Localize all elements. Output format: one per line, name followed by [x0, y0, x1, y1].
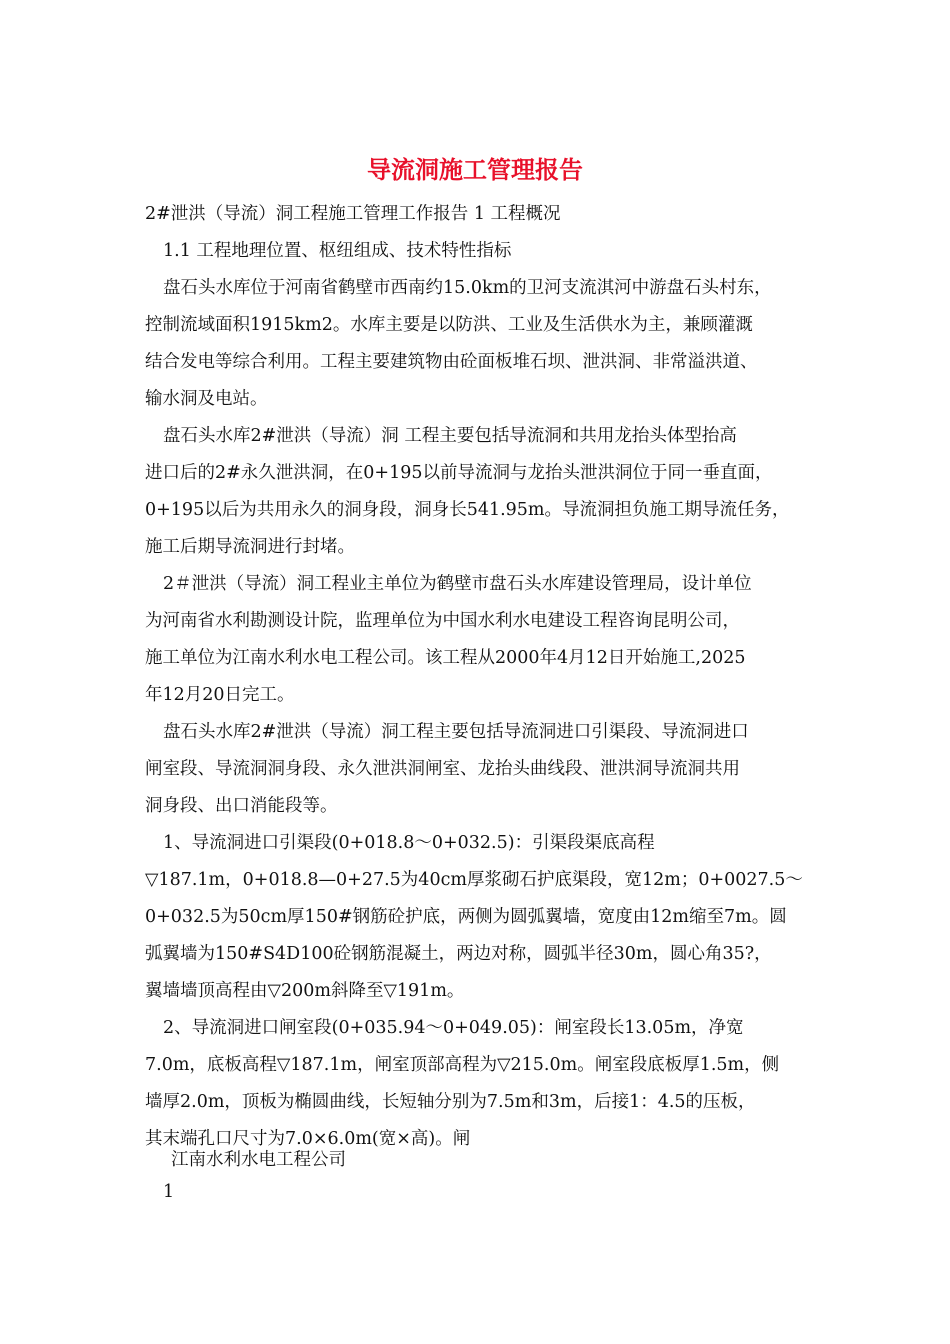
page-number: 1: [163, 1182, 175, 1202]
paragraph-line: 盘石头水库位于河南省鹤壁市西南约15.0km的卫河支流淇河中游盘石头村东，: [163, 278, 772, 298]
paragraph-line: 0+195以后为共用永久的洞身段，洞身长541.95m。导流洞担负施工期导流任务，: [145, 500, 790, 520]
paragraph-line: 0+032.5为50cm厚150#钢筋砼护底，两侧为圆弧翼墙，宽度由12m缩至7m。圆: [145, 907, 787, 927]
paragraph-line: 7.0m，底板高程▽187.1m，闸室顶部高程为▽215.0m。闸室段底板厚1.5m，侧: [145, 1055, 780, 1075]
paragraph-line: 结合发电等综合利用。工程主要建筑物由砼面板堆石坝、泄洪洞、非常溢洪道、: [145, 352, 758, 372]
paragraph-line: 施工单位为江南水利水电工程公司。该工程从2000年4月12日开始施工,2025: [145, 648, 746, 668]
paragraph-line: 弧翼墙为150#S4D100砼钢筋混凝土，两边对称，圆弧半径30m，圆心角35?，: [145, 944, 772, 964]
paragraph-line: 墙厚2.0m，顶板为椭圆曲线，长短轴分别为7.5m和3m，后接1：4.5的压板，: [145, 1092, 756, 1112]
paragraph-line: 输水洞及电站。: [145, 389, 268, 409]
paragraph-line: 闸室段、导流洞洞身段、永久泄洪洞闸室、龙抬头曲线段、泄洪洞导流洞共用: [145, 759, 740, 779]
paragraph-line: 施工后期导流洞进行封堵。: [145, 537, 355, 557]
paragraph-line: 2、导流洞进口闸室段(0+035.94～0+049.05)：闸室段长13.05m，净宽: [163, 1018, 744, 1038]
heading-line: 2#泄洪（导流）洞工程施工管理工作报告 1 工程概况: [145, 204, 561, 224]
paragraph-line: 进口后的2#永久泄洪洞，在0+195以前导流洞与龙抬头泄洪洞位于同一垂直面，: [145, 463, 773, 483]
paragraph-line: 控制流域面积1915km2。水库主要是以防洪、工业及生活供水为主，兼顾灌溉: [145, 315, 753, 335]
paragraph-line: 2＃泄洪（导流）洞工程业主单位为鹤壁市盘石头水库建设管理局，设计单位: [163, 574, 752, 594]
paragraph-line: 盘石头水库2#泄洪（导流）洞工程主要包括导流洞进口引渠段、导流洞进口: [163, 722, 749, 742]
paragraph-line: ▽187.1m，0+018.8—0+27.5为40cm厚浆砌石护底渠段，宽12m；0+0027.5～: [145, 870, 803, 890]
section-heading: 1.1 工程地理位置、枢纽组成、技术特性指标: [163, 241, 512, 261]
paragraph-line: 盘石头水库2#泄洪（导流）洞 工程主要包括导流洞和共用龙抬头体型抬高: [163, 426, 737, 446]
footer-company-name: 江南水利水电工程公司: [171, 1150, 346, 1170]
paragraph-line: 其末端孔口尺寸为7.0×6.0m(宽×高)。闸: [145, 1129, 471, 1149]
paragraph-line: 年12月20日完工。: [145, 685, 295, 705]
paragraph-line: 洞身段、出口消能段等。: [145, 796, 338, 816]
document-title: 导流洞施工管理报告: [367, 156, 583, 184]
paragraph-line: 翼墙墙顶高程由▽200m斜降至▽191m。: [145, 981, 465, 1001]
paragraph-line: 1、导流洞进口引渠段(0+018.8～0+032.5)：引渠段渠底高程: [163, 833, 655, 853]
document-body: [145, 196, 815, 1158]
paragraph-line: 为河南省水利勘测设计院，监理单位为中国水利水电建设工程咨询昆明公司，: [145, 611, 740, 631]
